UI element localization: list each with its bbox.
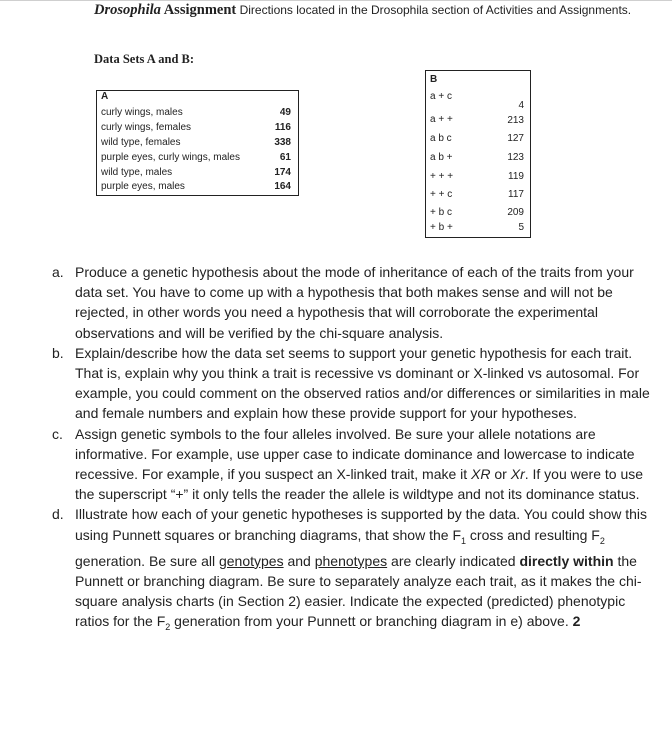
- table-row: a + + 213: [430, 114, 524, 126]
- question-b: [52, 343, 652, 424]
- table-b-heading: B: [430, 74, 438, 85]
- question-letter: d.: [52, 506, 64, 523]
- question-text: Produce a genetic hypothesis about the mode of inheritance of each of the traits from your data set. You have to come up with a hypothesis that both makes sense and will not be rejected, in other words you need a hypothesis that will corroborate the experimental observations and will be verified by the chi-square analysis.: [75, 264, 634, 341]
- question-letter: a.: [52, 264, 64, 280]
- question-c: [52, 424, 652, 505]
- assignment-header: [94, 1, 634, 19]
- assignment-title: [94, 2, 236, 18]
- table-row: wild type, males 174: [101, 167, 291, 178]
- question-letter: c.: [52, 425, 63, 442]
- question-list: [52, 262, 652, 637]
- table-row: + + c 117: [430, 189, 524, 200]
- question-text: Explain/describe how the data set seems to support your genetic hypothesis for each trait. That is, explain why you think a trait is recessive vs dominant or X-linked vs autosomal. For example, you could comment on the observed ratios and/or differences or similarities in male and female numbers and explain how these provide support for your hypotheses.: [75, 344, 650, 422]
- table-row: purple eyes, curly wings, males 61: [101, 152, 291, 163]
- title-species: Drosophila: [94, 2, 161, 18]
- table-row: 4: [518, 100, 524, 111]
- question-letter: b.: [52, 344, 64, 361]
- question-d: [52, 504, 652, 637]
- table-row: purple eyes, males 164: [101, 181, 291, 192]
- question-text: Assign genetic symbols to the four alleles involved. Be sure your allele notations are informative. For example, use upper case to indicate dominance and lowercase to indicate recessive. For example, if you suspect an X-linked trait, make it XR or Xr. If you were to use the superscript “+” it only tells the reader the allele is wildtype and not its dominance status.: [75, 425, 644, 503]
- table-row: a b c 127: [430, 133, 524, 144]
- points-value: 2: [572, 613, 581, 630]
- table-row: wild type, females 338: [101, 137, 291, 148]
- table-row: a + c: [430, 91, 452, 102]
- genotypes-link: genotypes: [218, 552, 284, 569]
- data-table-a: [96, 90, 299, 196]
- table-row: + b c 209: [430, 207, 524, 218]
- table-row: a b + 123: [430, 152, 524, 163]
- table-row: curly wings, females 116: [101, 122, 291, 133]
- question-a: [52, 262, 652, 343]
- question-text: Illustrate how each of your genetic hypotheses is supported by the data. You could show this using Punnett squares or branching diagrams, that show the $F_1$ cross and resulting $F_2$ generation. Be sure all genotypes and phenotypes are clearly indicated directly within the Punnett or branching diagram. Be sure to separately analyze each trait, as it makes the chi-square analysis charts (in Section 2) easier. Indicate the expected (predicted) phenotypic ratios for the $F_2$ generation from your Punnett or branching diagram in e) above. 2: [75, 506, 648, 633]
- table-row: + b + 5: [430, 222, 524, 233]
- table-row: curly wings, males 49: [101, 107, 291, 118]
- table-row: + + + 119: [430, 171, 524, 182]
- datasets-label: Data Sets A and B:: [94, 52, 195, 66]
- title-rest: Assignment: [160, 2, 237, 18]
- assignment-directions: Directions located in the Drosophila section of Activities and Assignments.: [239, 3, 632, 17]
- data-table-b: [425, 70, 531, 238]
- phenotypes-link: phenotypes: [314, 552, 388, 569]
- table-a-heading: A: [101, 91, 109, 102]
